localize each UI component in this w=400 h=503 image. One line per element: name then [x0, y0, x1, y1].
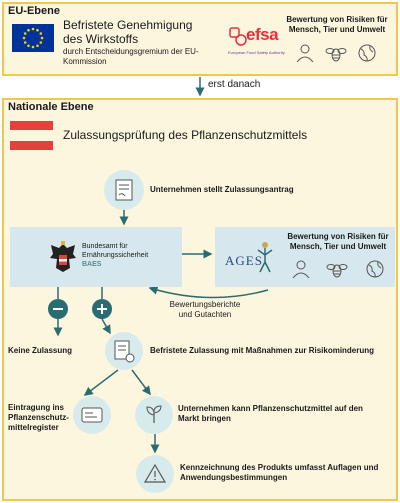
austria-eagle-icon: [48, 240, 78, 274]
reports-label: Bewertungsberichte und Gutachten: [169, 300, 241, 319]
ages-risk-label: Bewertung von Risiken für Mensch, Tier und Umwelt: [287, 232, 389, 251]
national-title: Zulassungsprüfung des Pflanzenschutzmittels: [63, 128, 308, 142]
national-level-heading: Nationale Ebene: [8, 101, 94, 113]
baes-name: Bundesamt für Ernährungssicherheit: [82, 243, 149, 259]
bee-icon: [325, 42, 347, 64]
bee-icon: [326, 258, 348, 280]
efsa-logo-text: efsa: [246, 25, 279, 44]
eu-approval-title: Befristete Genehmigung des Wirkstoffs: [63, 18, 193, 46]
temp-approval-icon: [105, 332, 143, 370]
application-label: Unternehmen stellt Zulassungsantrag: [150, 185, 294, 194]
market-label: Unternehmen kann Pflanzenschutzmittel auf den Markt bringen: [178, 404, 363, 423]
warning-icon: [136, 455, 174, 493]
globe-icon: [364, 258, 386, 280]
efsa-caption: European Food Safety Authority: [228, 50, 285, 55]
register-icon: [73, 396, 111, 434]
efsa-logo: [228, 24, 283, 62]
connector-label: erst danach: [208, 79, 261, 90]
market-icon: [135, 396, 173, 434]
eu-risk-label: Bewertung von Risiken für Mensch, Tier und Umwelt: [286, 15, 388, 34]
register-label: Eintragung ins Pflanzenschutz-mittelregister: [8, 403, 69, 432]
person-icon: [290, 258, 312, 280]
eu-level-heading: EU-Ebene: [8, 5, 60, 17]
application-icon: [104, 170, 144, 210]
plus-icon: [92, 299, 112, 319]
eu-approval-subtitle: durch Entscheidungsgremium der EU-Kommission: [63, 47, 199, 66]
no-approval-label: Keine Zulassung: [8, 346, 73, 355]
ages-logo: AGES: [225, 253, 263, 268]
minus-icon: [48, 299, 68, 319]
baes-abbr: BAES: [82, 261, 102, 268]
person-icon: [294, 42, 316, 64]
austria-flag-icon: [10, 121, 53, 150]
eu-flag-icon: [12, 24, 54, 52]
globe-icon: [356, 42, 378, 64]
labeling-label: Kennzeichnung des Produkts umfasst Auflagen und Anwendungsbestimmungen: [180, 463, 379, 482]
temp-approval-label: Befristete Zulassung mit Maßnahmen zur Risikominderung: [150, 346, 375, 355]
